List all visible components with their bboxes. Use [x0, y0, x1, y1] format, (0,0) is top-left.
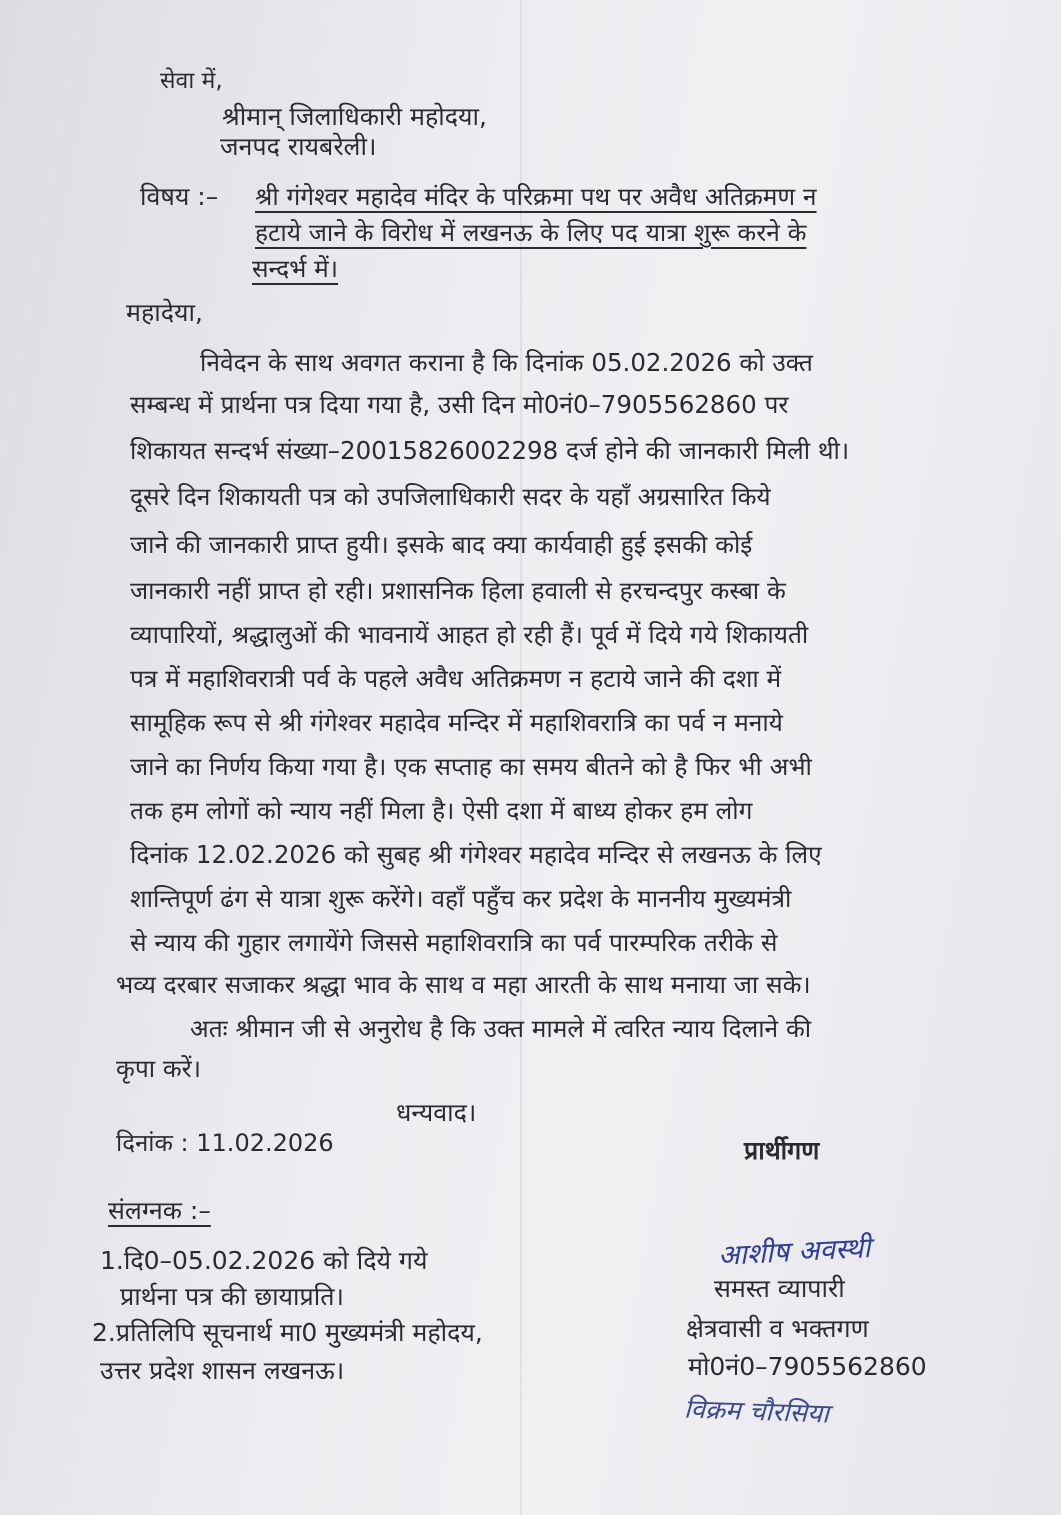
body-line: सामूहिक रूप से श्री गंगेश्वर महादेव मन्दिर में महाशिवरात्रि का पर्व न मनाये [130, 708, 783, 737]
enclosure-item: प्रार्थना पत्र की छायाप्रति। [120, 1282, 344, 1311]
body-line: भव्य दरबार सजाकर श्रद्धा भाव के साथ व महा आरती के साथ मनाया जा सके। [116, 970, 811, 999]
subject-line-1: श्री गंगेश्वर महादेव मंदिर के परिक्रमा पथ पर अवैध अतिक्रमण न [255, 182, 817, 211]
subject-line-3: सन्दर्भ में। [252, 254, 339, 283]
request-line: अतः श्रीमान जी से अनुरोध है कि उक्त मामले में त्वरित न्याय दिलाने की [190, 1014, 812, 1043]
signatory-line: क्षेत्रवासी व भक्तगण [686, 1314, 869, 1343]
subject-label: विषय :– [140, 182, 219, 211]
salutation-to: सेवा में, [160, 68, 223, 94]
enclosure-item: 1.दि0–05.02.2026 को दिये गये [100, 1246, 428, 1275]
body-line: शिकायत सन्दर्भ संख्या–20015826002298 दर्ज होने की जानकारी मिली थी। [130, 436, 850, 465]
signatory-phone: मो0नं0–7905562860 [688, 1352, 927, 1381]
body-line: सम्बन्ध में प्रार्थना पत्र दिया गया है, उसी दिन मो0नं0–7905562860 पर [130, 390, 789, 419]
body-line: दूसरे दिन शिकायती पत्र को उपजिलाधिकारी सदर के यहाँ अग्रसारित किये [130, 482, 771, 511]
recipient-line: श्रीमान् जिलाधिकारी महोदया, [222, 102, 487, 131]
body-line: जाने की जानकारी प्राप्त हुयी। इसके बाद क्या कार्यवाही हुई इसकी कोई [130, 530, 753, 559]
body-line: शान्तिपूर्ण ढंग से यात्रा शुरू करेंगे। वहाँ पहुँच कर प्रदेश के माननीय मुख्यमंत्री [130, 884, 792, 913]
letter-date: दिनांक : 11.02.2026 [116, 1129, 334, 1157]
body-line: पत्र में महाशिवरात्री पर्व के पहले अवैध अतिक्रमण न हटाये जाने की दशा में [130, 664, 782, 693]
handwritten-signature: विक्रम चौरसिया [683, 1394, 830, 1430]
body-line: व्यापारियों, श्रद्धालुओं की भावनायें आहत हो रही हैं। पूर्व में दिये गये शिकायती [130, 620, 809, 649]
body-line: तक हम लोगों को न्याय नहीं मिला है। ऐसी दशा में बाध्य होकर हम लोग [130, 796, 753, 825]
petitioners-label: प्रार्थीगण [744, 1136, 820, 1165]
enclosure-label: संलग्नक :– [108, 1196, 211, 1225]
thanks-text: धन्यवाद। [396, 1098, 477, 1127]
body-line: से न्याय की गुहार लगायेंगे जिससे महाशिवरात्रि का पर्व पारम्परिक तरीके से [130, 928, 778, 957]
body-line: दिनांक 12.02.2026 को सुबह श्री गंगेश्वर महादेव मन्दिर से लखनऊ के लिए [130, 840, 822, 869]
enclosure-item: उत्तर प्रदेश शासन लखनऊ। [100, 1356, 345, 1385]
greeting: महादेया, [126, 298, 203, 327]
signatory-line: समस्त व्यापारी [714, 1274, 845, 1303]
body-line: जाने का निर्णय किया गया है। एक सप्ताह का समय बीतने को है फिर भी अभी [130, 752, 812, 781]
subject-line-2: हटाये जाने के विरोध में लखनऊ के लिए पद यात्रा शुरू करने के [255, 218, 807, 247]
body-line: जानकारी नहीं प्राप्त हो रही। प्रशासनिक हिला हवाली से हरचन्दपुर कस्बा के [130, 576, 786, 605]
enclosure-item: 2.प्रतिलिपि सूचनार्थ मा0 मुख्यमंत्री महोदय, [92, 1318, 483, 1347]
body-line: निवेदन के साथ अवगत कराना है कि दिनांक 05.02.2026 को उक्त [200, 348, 813, 377]
request-line: कृपा करें। [116, 1054, 201, 1083]
handwritten-signature: आशीष अवस्थी [717, 1231, 872, 1272]
district-line: जनपद रायबरेली। [220, 132, 377, 161]
